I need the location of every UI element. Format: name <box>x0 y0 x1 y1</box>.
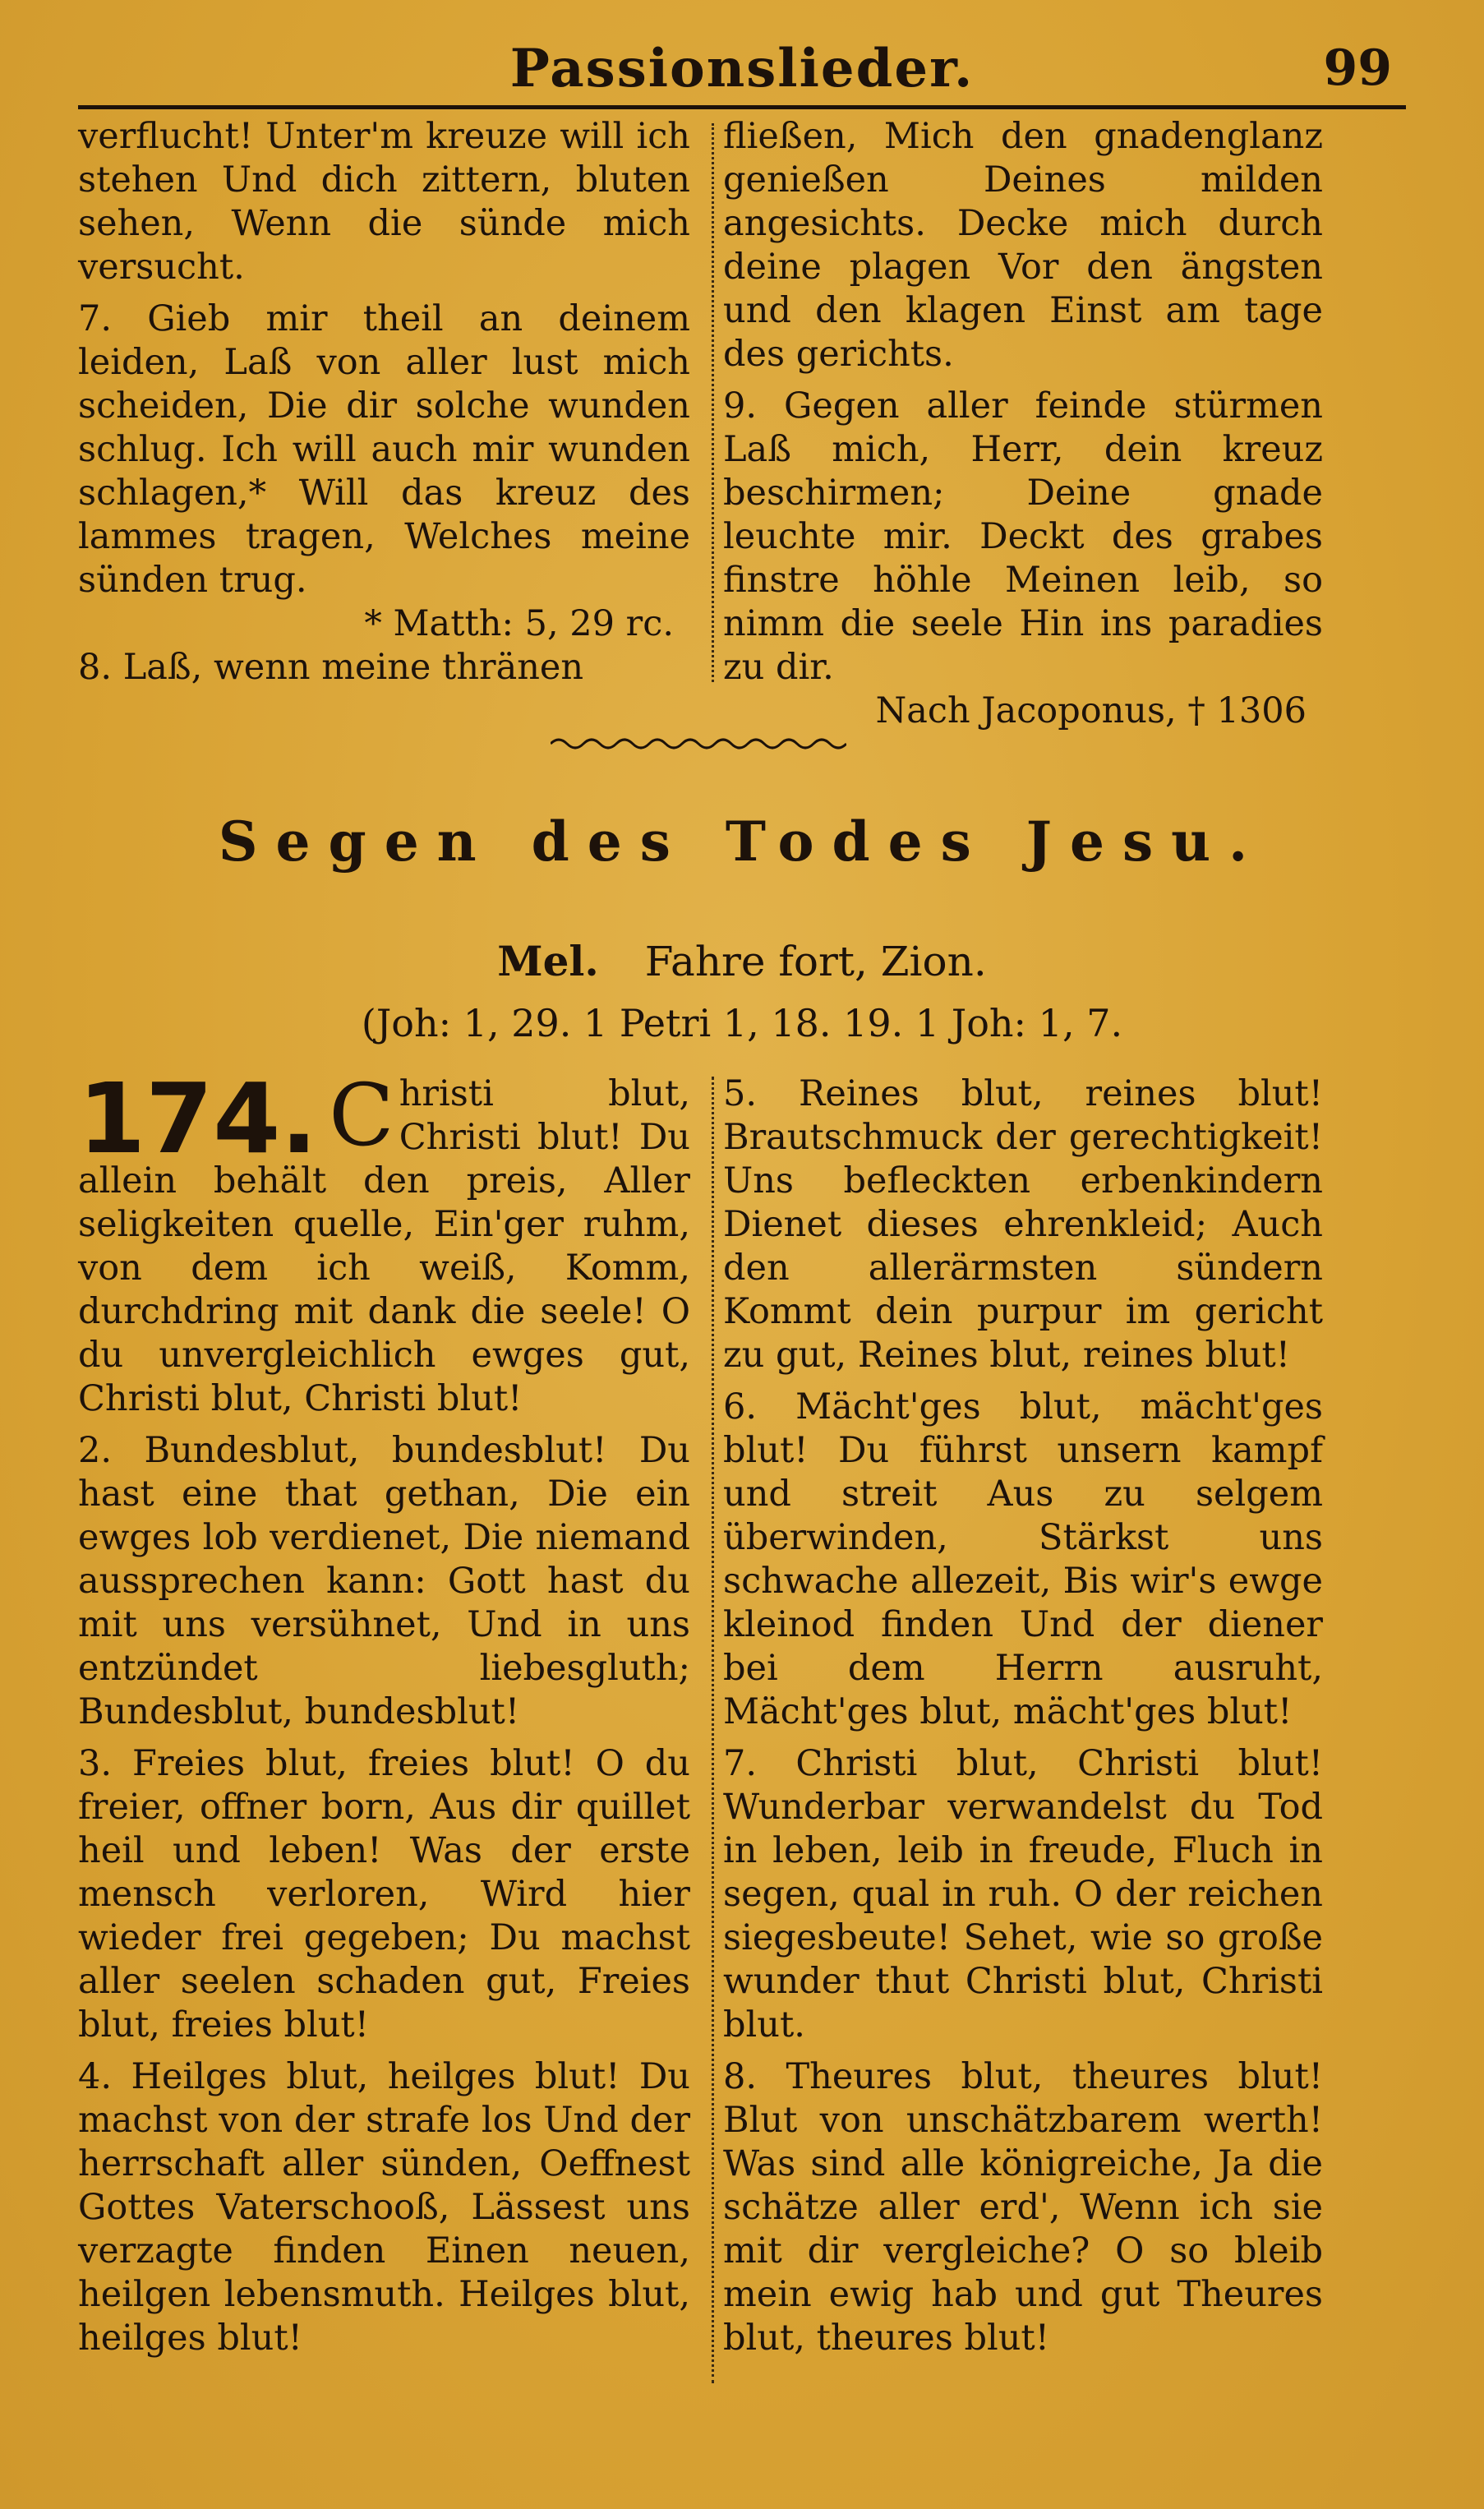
hymn-right-column <box>723 1072 1323 2360</box>
verse-7: 7. Christi blut, Christi blut! Wunderbar verwandelst du Tod in leben, leib in freude, Fluch in segen, qual in ruh. O der reichen siegesbeute! Sehet, wie so große wunder thut Christi blut, Christi blut. <box>723 1743 1323 2045</box>
melody-line <box>0 937 1484 985</box>
melody-label: Mel. <box>497 937 599 985</box>
page-header <box>0 31 1484 105</box>
verse-9: 9. Gegen aller feinde stürmen Laß mich, Herr, dein kreuz beschirmen; Deine gnade leuchte mir. Deckt des grabes finstre höhle Meinen leib, so nimm die seele Hin ins paradies zu dir. <box>723 385 1323 688</box>
scripture-references: (Joh: 1, 29. 1 Petri 1, 18. 19. 1 Joh: 1, 7. <box>361 1001 1123 1045</box>
verse-5: 5. Reines blut, reines blut! Brautschmuck der gerechtigkeit! Uns befleckten erbenkindern Dienet dieses ehrenkleid; Auch den allerärmsten sündern Kommt dein purpur im gericht zu gut, Reines blut, reines blut! <box>723 1073 1323 1376</box>
melody-name: Fahre fort, Zion. <box>644 938 987 985</box>
verse-1 <box>78 1062 690 1421</box>
page-number: 99 <box>1323 39 1392 97</box>
verse-3: 3. Freies blut, freies blut! O du freier, offner born, Aus dir quillet heil und leben! Was der erste mensch verloren, Wird hier wieder frei gegeben; Du machst aller seelen schaden gut, Freies blut, freies blut! <box>78 1743 690 2045</box>
drop-capital: C <box>329 1065 394 1165</box>
section-title: Segen des Todes Jesu. <box>218 809 1266 874</box>
hymn-number: 174. <box>78 1062 318 1175</box>
verse-1-text: hristi blut, Christi blut! Du allein behält den preis, Aller seligkeiten quelle, Ein'ger ruhm, von dem ich weiß, Komm, durchdring mit dank die seele! O du unvergleichlich ewges gut, Christi blut, Christi blut! <box>78 1073 690 1419</box>
running-title: Passionslieder. <box>509 38 975 99</box>
verse-continuation: verflucht! Unter'm kreuze will ich stehen Und dich zittern, bluten sehen, Wenn die sünde mich versucht. <box>78 116 690 288</box>
upper-column-divider <box>712 123 714 682</box>
hymn-left-column <box>78 1062 690 2360</box>
verse-6: 6. Mächt'ges blut, mächt'ges blut! Du führst unsern kampf und streit Aus zu selgem überwinden, Stärkst uns schwache allezeit, Bis wir's ewge kleinod finden Und der diener bei dem Herrn ausruht, Mächt'ges blut, mächt'ges blut! <box>723 1386 1323 1732</box>
verse-4: 4. Heilges blut, heilges blut! Du machst von der strafe los Und der herrschaft aller sünden, Oeffnest Gottes Vaterschooß, Lässest uns verzagte finden Einen neuen, heilgen lebensmuth. Heilges blut, heilges blut! <box>78 2056 690 2359</box>
verse-7: 7. Gieb mir theil an deinem leiden, Laß von aller lust mich scheiden, Die dir solche wunden schlug. Ich will auch mir wunden schlagen,* Will das kreuz des lammes tragen, Welches meine sünden trug. <box>78 298 690 601</box>
verse-2: 2. Bundesblut, bundesblut! Du hast eine that gethan, Die ein ewges lob verdienet, Die niemand aussprechen kann: Gott hast du mit uns versühnet, Und in uns entzündet liebesgluth; Bundesblut, bundesblut! <box>78 1430 690 1732</box>
upper-left-column <box>78 115 690 690</box>
verse-8-start: 8. Laß, wenn meine thränen <box>78 647 584 688</box>
verse-8: 8. Theures blut, theures blut! Blut von unschätzbarem werth! Was sind alle königreiche, Ja die schätze aller erd', Wenn ich sie mit dir vergleiche? O so bleib mein ewig hab und gut Theures blut, theures blut! <box>723 2056 1323 2359</box>
hymn-column-divider <box>712 1077 714 2383</box>
footnote-reference: * Matth: 5, 29 rc. <box>364 603 674 644</box>
upper-right-column <box>723 115 1323 733</box>
author-attribution: Nach Jacoponus, † 1306 <box>875 690 1307 731</box>
header-rule <box>78 105 1406 109</box>
wavy-divider-ornament <box>551 731 846 756</box>
verse-8-continuation: fließen, Mich den gnadenglanz genießen Deines milden angesichts. Decke mich durch deine plagen Vor den ängsten und den klagen Einst am tage des gerichts. <box>723 116 1323 375</box>
